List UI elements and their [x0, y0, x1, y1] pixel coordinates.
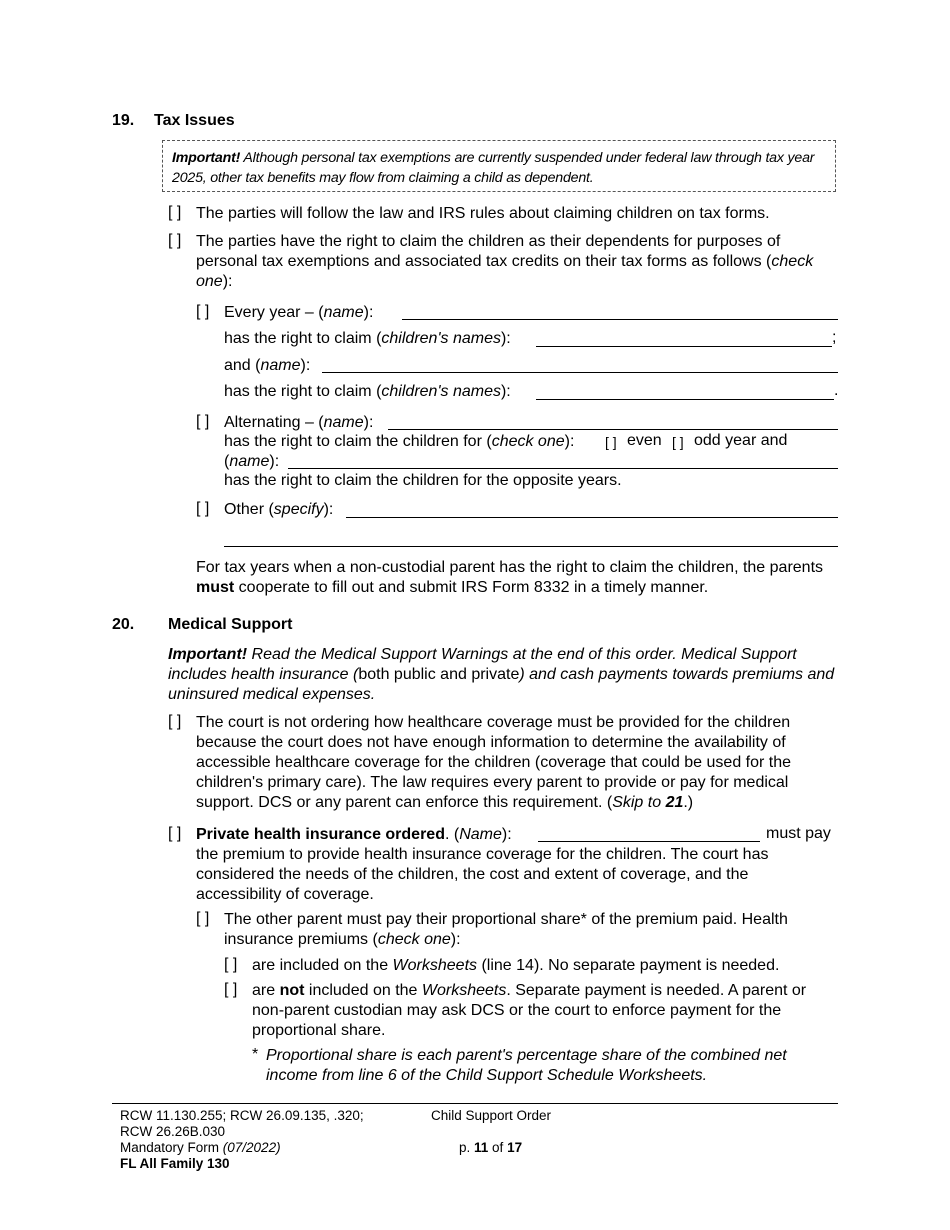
children-names-field-1[interactable]	[536, 346, 832, 347]
children-names-field-2[interactable]	[536, 399, 834, 400]
tax-option-claim-text: The parties have the right to claim the children as their dependents for purposes of personal tax exemptions and associated tax credits on their tax forms as follows (	[196, 233, 781, 270]
footer-divider	[112, 1103, 838, 1104]
opposite-years-label: has the right to claim the children for the opposite years.	[224, 472, 622, 489]
check-one-label: check one	[196, 253, 814, 290]
even-label: even	[627, 432, 662, 449]
alternating-years-label: has the right to claim the children for (check one):	[224, 433, 575, 450]
footer-mandatory: Mandatory Form (07/2022)	[120, 1140, 281, 1155]
premiums-included: are included on the Worksheets (line 14). No separate payment is needed.	[252, 957, 780, 974]
checkbox[interactable]: [ ]	[168, 232, 182, 249]
and-name-label: and (name):	[224, 357, 311, 374]
tax-years-note: For tax years when a non-custodial parent has the right to claim the children, the parents must cooperate to fill out and submit IRS Form 8332 in a timely manner.	[196, 559, 824, 596]
medical-important: Important! Read the Medical Support Warnings at the end of this order. Medical Support includes health insurance (both public and private) and cash payments towards premiums and uninsured medical expenses.	[168, 646, 835, 703]
footer-rcw-2: RCW 26.26B.030	[120, 1124, 226, 1139]
checkbox[interactable]: [ ]	[168, 713, 182, 730]
private-insurance-name-field[interactable]	[538, 841, 760, 842]
alternating-second-name-field[interactable]	[288, 468, 838, 469]
other-specify-field[interactable]	[346, 517, 838, 518]
checkbox[interactable]: [ ]	[196, 413, 210, 430]
checkbox[interactable]: [ ]	[196, 500, 210, 517]
private-insurance-label: Private health insurance ordered. (Name):	[196, 826, 512, 843]
tax-option-follow-law: The parties will follow the law and IRS rules about claiming children on tax forms.	[196, 205, 770, 222]
tax-option-claim	[196, 232, 838, 292]
has-right-label: has the right to claim (children's names):	[224, 383, 511, 400]
every-year-label: Every year – (name):	[224, 304, 374, 321]
checkbox[interactable]: [ ]	[224, 956, 238, 973]
section-20-title: Medical Support	[168, 616, 293, 633]
other-label: Other (specify):	[224, 501, 334, 518]
medical-option-not-ordering: The court is not ordering how healthcare coverage must be provided for the children because the court does not have enough information to determine the availability of accessible healthcare coverage for the children (coverage that could be used for the children's primary care). The law requires every parent to provide or pay for medical support. DCS or any parent can enforce this requirement. (Skip to 21.)	[196, 714, 792, 811]
checkbox[interactable]: [ ]	[224, 981, 238, 998]
checkbox-odd[interactable]: [ ]	[672, 434, 684, 450]
important-label: Important!	[172, 150, 241, 166]
every-year-name-field[interactable]	[402, 319, 838, 320]
and-name-field[interactable]	[322, 372, 838, 373]
footer-form-id: FL All Family 130	[120, 1156, 230, 1171]
footnote-star: *	[252, 1046, 259, 1063]
period: .	[834, 382, 839, 399]
checkbox[interactable]: [ ]	[168, 825, 182, 842]
important-box	[162, 140, 836, 192]
checkbox[interactable]: [ ]	[196, 910, 210, 927]
premiums-not-included: are not included on the Worksheets. Separate payment is needed. A parent or non-parent custodian may ask DCS or the court to enforce payment for the proportional share.	[252, 982, 807, 1039]
footer-rcw-1: RCW 11.130.255; RCW 26.09.135, .320;	[120, 1108, 364, 1123]
private-insurance-text: the premium to provide health insurance coverage for the children. The court has considered the needs of the children, the cost and extent of coverage, and the accessibility of coverage.	[196, 846, 769, 903]
second-name-label: (name):	[224, 453, 280, 470]
odd-label: odd year and	[694, 432, 788, 449]
important-text: Although personal tax exemptions are currently suspended under federal law through tax year 2025, other tax benefits may flow from claiming a child as dependent.	[172, 150, 815, 186]
section-19-title: Tax Issues	[154, 112, 235, 129]
other-specify-field-2[interactable]	[224, 546, 838, 547]
alternating-name-field[interactable]	[388, 429, 838, 430]
other-parent-share: The other parent must pay their proportional share* of the premium paid. Health insurance premiums (check one):	[224, 911, 788, 948]
alternating-label: Alternating – (name):	[224, 414, 374, 431]
checkbox[interactable]: [ ]	[168, 204, 182, 221]
close-label: ):	[222, 273, 233, 290]
footer-page-number: p. 11 of 17	[459, 1140, 523, 1155]
checkbox[interactable]: [ ]	[196, 303, 210, 320]
proportional-share-footnote: Proportional share is each parent's percentage share of the combined net income from line 6 of the Child Support Schedule Worksheets.	[266, 1047, 787, 1084]
section-19-number: 19.	[112, 112, 135, 129]
checkbox-even[interactable]: [ ]	[605, 434, 617, 450]
has-right-label: has the right to claim (children's names):	[224, 330, 511, 347]
footer-title: Child Support Order	[431, 1108, 552, 1123]
must-pay-label: must pay	[766, 825, 831, 842]
section-20-number: 20.	[112, 616, 135, 633]
semicolon: ;	[832, 329, 837, 346]
